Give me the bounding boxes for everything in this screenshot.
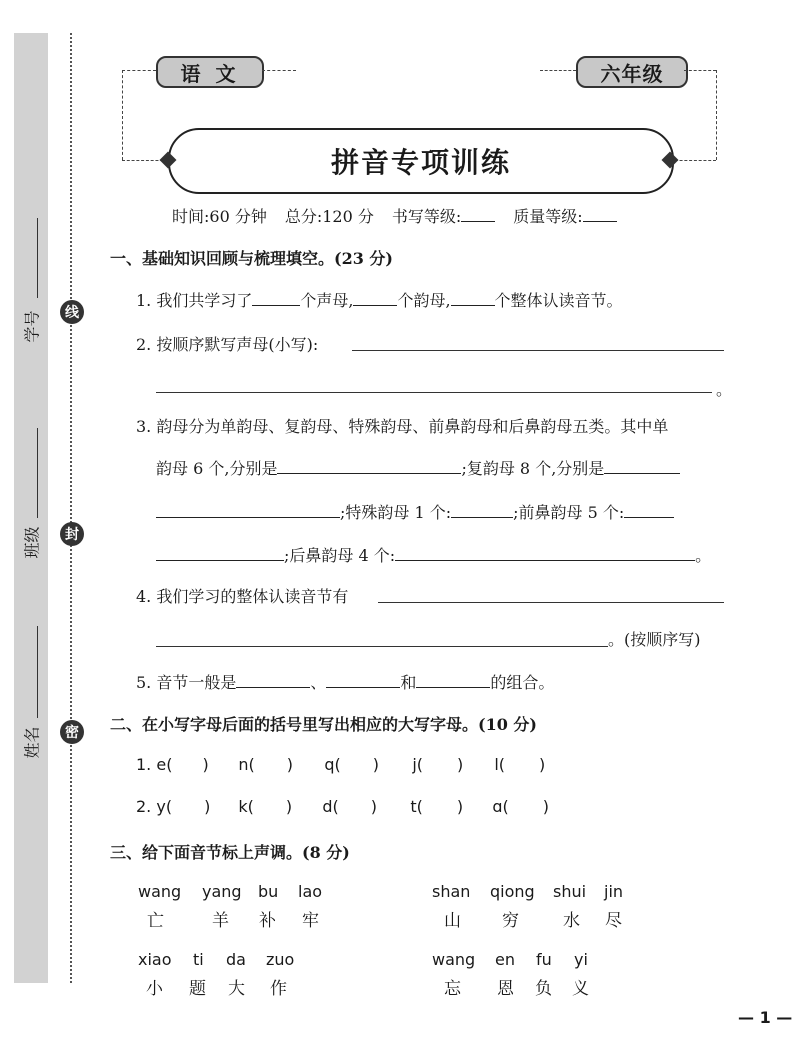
answer-line — [378, 602, 724, 603]
answer-blank — [451, 503, 513, 518]
quality-grade-label: 质量等级: — [513, 207, 583, 226]
hanzi-char: 义 — [572, 979, 589, 999]
question-1-2: 2. 按顺序默写声母(小写): — [136, 335, 319, 354]
subject-tab: 语 文 — [156, 56, 264, 88]
name-blank — [37, 626, 38, 718]
hanzi-char: 小 — [146, 979, 163, 999]
section3-title: 三、给下面音节标上声调。(8 分) — [110, 843, 350, 862]
pinyin-syllable: yi — [574, 950, 588, 969]
header-dash — [716, 70, 717, 160]
answer-blank — [326, 673, 400, 688]
answer-blank — [156, 546, 284, 561]
order-note: 。(按顺序写) — [608, 630, 701, 649]
question-1-1: 1. 我们共学习了 个声母, 个韵母, 个整体认读音节。 — [136, 291, 623, 310]
pinyin-syllable: yang — [202, 882, 242, 901]
grade-tab: 六年级 — [576, 56, 688, 88]
answer-blank — [252, 291, 300, 306]
answer-blank — [624, 503, 674, 518]
answer-blank — [277, 459, 461, 474]
page-number: — 1 — — [738, 1008, 793, 1027]
answer-line — [352, 350, 724, 351]
name-label: 姓名 — [22, 726, 42, 759]
pinyin-syllable: bu — [258, 882, 279, 901]
student-id-blank — [37, 218, 38, 298]
answer-blank — [156, 503, 340, 518]
answer-blank — [604, 459, 680, 474]
binding-margin — [14, 33, 48, 983]
question-1-3: 3. 韵母分为单韵母、复韵母、特殊韵母、前鼻韵母和后鼻韵母五类。其中单 — [136, 417, 669, 436]
writing-grade-label: 书写等级: — [391, 207, 462, 226]
hanzi-char: 牢 — [302, 911, 319, 931]
pinyin-syllable: jin — [604, 882, 624, 901]
letter-row-1: 1. e( ) n( ) q( ) j( ) l( ) — [136, 755, 576, 774]
page-title: 拼音专项训练 — [168, 128, 674, 194]
answer-blank — [236, 673, 310, 688]
letter-item: d( ) — [322, 797, 378, 816]
pinyin-syllable: shui — [553, 882, 587, 901]
letter-item: k( ) — [238, 797, 293, 816]
section1-title: 一、基础知识回顾与梳理填空。(23 分) — [110, 249, 393, 268]
pinyin-syllable: wang — [138, 882, 182, 901]
answer-blank — [416, 673, 490, 688]
hanzi-char: 尽 — [605, 911, 622, 931]
question-1-3-line4: ;后鼻韵母 4 个: 。 — [156, 543, 711, 566]
class-label: 班级 — [22, 526, 42, 559]
pinyin-syllable: zuo — [266, 950, 295, 969]
letter-row-2: 2. y( ) k( ) d( ) t( ) ɑ( ) — [136, 797, 574, 816]
question-1-3-line2: 韵母 6 个,分别是 ;复韵母 8 个,分别是 — [156, 456, 680, 479]
letter-item: e( ) — [156, 755, 209, 774]
cut-line — [70, 33, 72, 983]
time-limit: 时间:60 分钟 — [172, 207, 267, 226]
letter-item: j( ) — [412, 755, 464, 774]
class-blank — [37, 428, 38, 518]
header-dash — [540, 70, 576, 71]
pinyin-syllable: en — [495, 950, 515, 969]
pinyin-syllable: da — [226, 950, 246, 969]
letter-item: n( ) — [238, 755, 293, 774]
pinyin-syllable: wang — [432, 950, 476, 969]
letter-item: l( ) — [494, 755, 546, 774]
pinyin-syllable: qiong — [490, 882, 535, 901]
hanzi-char: 大 — [228, 979, 245, 999]
letter-item: y( ) — [156, 797, 211, 816]
quality-grade-blank — [583, 207, 617, 222]
letter-item: ɑ( ) — [492, 797, 550, 816]
total-score: 总分:120 分 — [284, 207, 374, 226]
header-dash — [684, 70, 716, 71]
hanzi-char: 补 — [259, 911, 276, 931]
answer-blank — [353, 291, 397, 306]
header-dash — [122, 70, 123, 160]
answer-line — [156, 646, 608, 647]
pinyin-syllable: ti — [193, 950, 204, 969]
exam-meta — [172, 204, 617, 227]
pinyin-syllable: fu — [536, 950, 552, 969]
answer-blank — [451, 291, 495, 306]
hanzi-char: 水 — [563, 911, 580, 931]
answer-blank — [395, 546, 695, 561]
hanzi-char: 穷 — [502, 911, 519, 931]
hanzi-char: 亡 — [147, 911, 164, 931]
section2-title: 二、在小写字母后面的括号里写出相应的大写字母。(10 分) — [110, 715, 537, 734]
pinyin-syllable: shan — [432, 882, 471, 901]
student-id-label: 学号 — [22, 310, 42, 343]
hanzi-char: 恩 — [497, 979, 514, 999]
hanzi-char: 山 — [444, 911, 461, 931]
hanzi-char: 作 — [270, 979, 287, 999]
header-dash — [122, 70, 156, 71]
question-1-5: 5. 音节一般是 、 和 的组合。 — [136, 673, 555, 692]
letter-item: q( ) — [324, 755, 380, 774]
letter-item: t( ) — [410, 797, 464, 816]
header-dash — [262, 70, 296, 71]
hanzi-char: 忘 — [444, 979, 461, 999]
period: 。 — [716, 380, 733, 399]
writing-grade-blank — [461, 207, 495, 222]
question-1-4: 4. 我们学习的整体认读音节有 — [136, 587, 349, 606]
pinyin-syllable: xiao — [138, 950, 172, 969]
hanzi-char: 题 — [189, 979, 206, 999]
seal-line: 线 — [60, 300, 84, 324]
pinyin-syllable: lao — [298, 882, 323, 901]
hanzi-char: 负 — [535, 979, 552, 999]
question-1-3-line3: ;特殊韵母 1 个: ;前鼻韵母 5 个: — [156, 500, 674, 523]
seal-seal: 封 — [60, 522, 84, 546]
answer-line — [156, 392, 712, 393]
hanzi-char: 羊 — [212, 911, 229, 931]
seal-secret: 密 — [60, 720, 84, 744]
